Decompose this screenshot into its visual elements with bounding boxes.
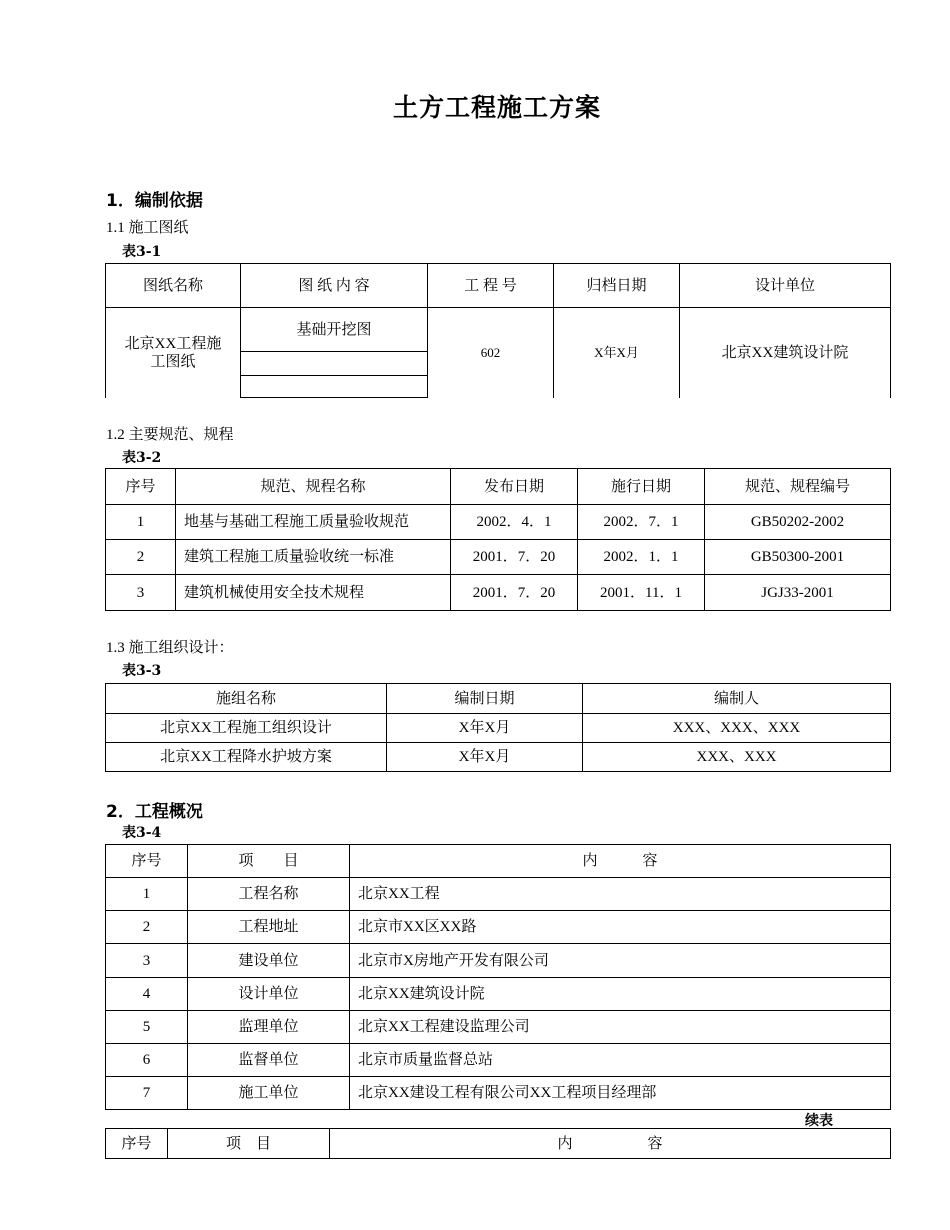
drawing-content-cell: 基础开挖图 xyxy=(241,308,428,352)
cell: JGJ33-2001 xyxy=(705,575,891,611)
standards-table xyxy=(105,468,891,611)
cell: 7 xyxy=(106,1077,188,1110)
design-unit-cell: 北京XX建筑设计院 xyxy=(680,308,891,398)
header-cell: 工 程 号 xyxy=(428,264,554,308)
table-3-2-caption: 表3-2 xyxy=(122,450,162,466)
drawing-name-cell: 北京XX工程施工图纸 xyxy=(106,308,241,398)
cell: 北京市质量监督总站 xyxy=(350,1044,891,1077)
cell: 工程地址 xyxy=(188,911,350,944)
cell: 2002．7．1 xyxy=(578,505,705,540)
cell: 地基与基础工程施工质量验收规范 xyxy=(176,505,451,540)
table-row xyxy=(106,308,891,352)
cell: 监督单位 xyxy=(188,1044,350,1077)
header-cell: 设计单位 xyxy=(680,264,891,308)
section-1-1-heading: 1.1 施工图纸 xyxy=(106,220,189,236)
cell: 北京XX工程施工组织设计 xyxy=(106,714,387,743)
table-row xyxy=(106,978,891,1011)
cell: X年X月 xyxy=(387,714,583,743)
header-cell: 图 纸 内 容 xyxy=(241,264,428,308)
cell: 北京XX建设工程有限公司XX工程项目经理部 xyxy=(350,1077,891,1110)
header-cell: 归档日期 xyxy=(554,264,680,308)
cell: 2001．7．20 xyxy=(451,540,578,575)
cell: XXX、XXX xyxy=(583,743,891,772)
project-overview-table xyxy=(105,844,891,1110)
table-row xyxy=(106,911,891,944)
continued-table xyxy=(105,1128,891,1159)
header-cell: 项 目 xyxy=(188,845,350,878)
cell: 6 xyxy=(106,1044,188,1077)
header-cell: 图纸名称 xyxy=(106,264,241,308)
header-cell: 序号 xyxy=(106,845,188,878)
cell: 2002．4．1 xyxy=(451,505,578,540)
section-1-2-heading: 1.2 主要规范、规程 xyxy=(106,427,234,443)
header-cell: 发布日期 xyxy=(451,469,578,505)
page-title: 土方工程施工方案 xyxy=(392,93,601,122)
table-row xyxy=(106,944,891,978)
cell: 监理单位 xyxy=(188,1011,350,1044)
table-row xyxy=(106,878,891,911)
cell: 北京市X房地产开发有限公司 xyxy=(350,944,891,978)
table-3-3-caption: 表3-3 xyxy=(122,663,162,679)
cell: 北京XX建筑设计院 xyxy=(350,978,891,1011)
cell: 工程名称 xyxy=(188,878,350,911)
header-cell: 序号 xyxy=(106,469,176,505)
table-header-row xyxy=(106,684,891,714)
section-2-heading: 2．工程概况 xyxy=(106,802,203,822)
header-cell: 编制日期 xyxy=(387,684,583,714)
project-no-cell: 602 xyxy=(428,308,554,398)
cell: 1 xyxy=(106,505,176,540)
cell: GB50300-2001 xyxy=(705,540,891,575)
cell: 2001．7．20 xyxy=(451,575,578,611)
cell: 2002．1．1 xyxy=(578,540,705,575)
cell: 施工单位 xyxy=(188,1077,350,1110)
cell: 4 xyxy=(106,978,188,1011)
section-1-heading: 1．编制依据 xyxy=(106,191,203,211)
drawing-content-cell xyxy=(241,376,428,398)
header-cell: 项 目 xyxy=(168,1129,330,1159)
cell: 建筑工程施工质量验收统一标准 xyxy=(176,540,451,575)
table-row xyxy=(106,505,891,540)
table-row xyxy=(106,1011,891,1044)
cell: 北京XX工程建设监理公司 xyxy=(350,1011,891,1044)
table-header-row xyxy=(106,845,891,878)
cell: XXX、XXX、XXX xyxy=(583,714,891,743)
drawings-table xyxy=(105,263,891,398)
table-3-4-caption: 表3-4 xyxy=(122,825,162,841)
table-row xyxy=(106,575,891,611)
drawing-content-cell xyxy=(241,352,428,376)
cell: 3 xyxy=(106,575,176,611)
cell: 2 xyxy=(106,911,188,944)
header-cell: 施行日期 xyxy=(578,469,705,505)
table-header-row xyxy=(106,1129,891,1159)
cell: 北京XX工程 xyxy=(350,878,891,911)
cell: X年X月 xyxy=(387,743,583,772)
continued-label: 续表 xyxy=(805,1113,833,1129)
archive-date-cell: X年X月 xyxy=(554,308,680,398)
table-3-1-caption: 表3-1 xyxy=(122,244,162,260)
cell: 建设单位 xyxy=(188,944,350,978)
cell: 5 xyxy=(106,1011,188,1044)
construction-design-table xyxy=(105,683,891,772)
header-cell: 施组名称 xyxy=(106,684,387,714)
table-row xyxy=(106,714,891,743)
table-row xyxy=(106,540,891,575)
header-cell: 内 容 xyxy=(350,845,891,878)
cell: 2001．11．1 xyxy=(578,575,705,611)
cell: 设计单位 xyxy=(188,978,350,1011)
cell: GB50202-2002 xyxy=(705,505,891,540)
header-cell: 编制人 xyxy=(583,684,891,714)
cell: 3 xyxy=(106,944,188,978)
section-1-3-heading: 1.3 施工组织设计： xyxy=(106,640,234,656)
header-cell: 规范、规程编号 xyxy=(705,469,891,505)
header-cell: 内 容 xyxy=(330,1129,891,1159)
header-cell: 序号 xyxy=(106,1129,168,1159)
table-row xyxy=(106,1044,891,1077)
cell: 2 xyxy=(106,540,176,575)
cell: 北京XX工程降水护坡方案 xyxy=(106,743,387,772)
cell: 北京市XX区XX路 xyxy=(350,911,891,944)
table-row xyxy=(106,743,891,772)
cell: 建筑机械使用安全技术规程 xyxy=(176,575,451,611)
table-header-row xyxy=(106,469,891,505)
cell: 1 xyxy=(106,878,188,911)
table-row xyxy=(106,1077,891,1110)
header-cell: 规范、规程名称 xyxy=(176,469,451,505)
table-header-row xyxy=(106,264,891,308)
